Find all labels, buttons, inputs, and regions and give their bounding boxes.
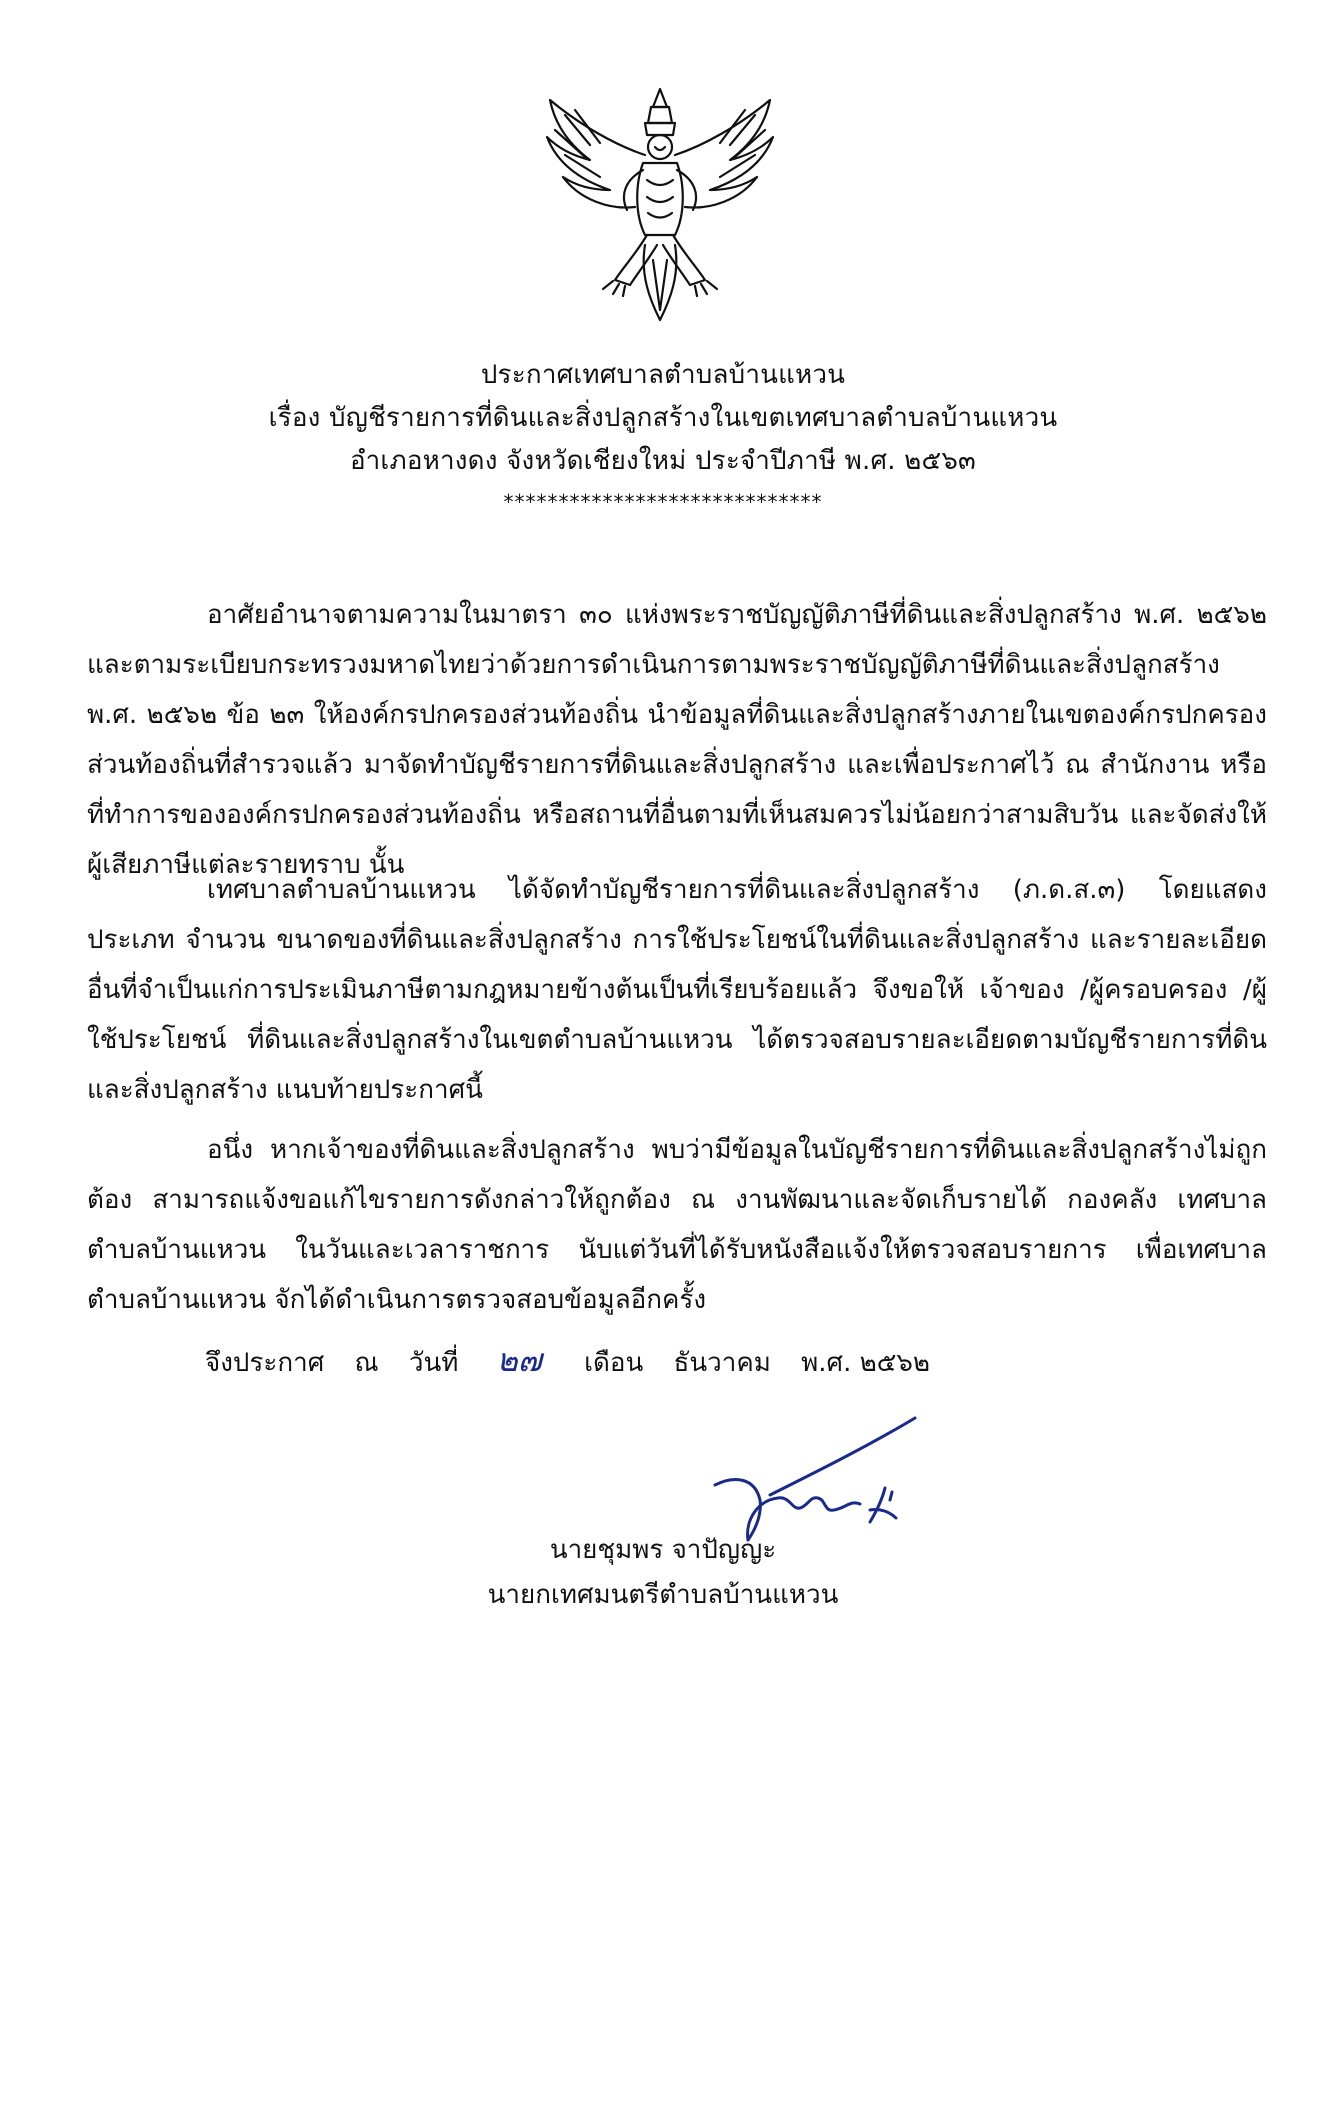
body-paragraph-1: อาศัยอำนาจตามความในมาตรา ๓๐ แห่งพระราชบัญญัติภาษีที่ดินและสิ่งปลูกสร้าง พ.ศ. ๒๕๖๒ และตามระเบียบกระทรวงมหาดไทยว่าด้วยการดำเนินการตามพระราชบัญญัติภาษีที่ดินและสิ่งปลูกสร้าง พ.ศ. ๒๕๖๒ ข้อ ๒๓ ให้องค์กรปกครองส่วนท้องถิ่น นำข้อมูลที่ดินและสิ่งปลูกสร้างภายในเขตองค์กรปกครองส่วนท้องถิ่นที่สำรวจแล้ว มาจัดทำบัญชีรายการที่ดินและสิ่งปลูกสร้าง และเพื่อประกาศไว้ ณ สำนักงาน หรือที่ทำการขององค์กรปกครองส่วนท้องถิ่น หรือสถานที่อื่นตามที่เห็นสมควรไม่น้อยกว่าสามสิบวัน และจัดส่งให้ผู้เสียภาษีแต่ละรายทราบ นั้น xyxy=(87,600,1267,880)
year-value: พ.ศ. ๒๕๖๒ xyxy=(801,1348,931,1378)
date-label: วันที่ xyxy=(408,1348,459,1378)
announcement-location-year: อำเภอหางดง จังหวัดเชียงใหม่ ประจำปีภาษี พ.ศ. ๒๕๖๓ xyxy=(349,446,977,476)
month-value: ธันวาคม xyxy=(673,1348,771,1378)
garuda-emblem-icon xyxy=(535,85,785,325)
signatory-name: นายชุมพร จาปัญญะ xyxy=(549,1535,777,1565)
announcement-date-line xyxy=(205,1340,952,1383)
signatory-title: นายกเทศมนตรีตำบลบ้านแหวน xyxy=(487,1580,839,1610)
announcement-title: ประกาศเทศบาลตำบลบ้านแหวน xyxy=(480,360,846,390)
announcement-subject: เรื่อง บัญชีรายการที่ดินและสิ่งปลูกสร้างในเขตเทศบาลตำบลบ้านแหวน xyxy=(268,403,1058,433)
announce-label: จึงประกาศ xyxy=(205,1348,325,1378)
separator-line: ***************************** xyxy=(503,490,823,514)
body-paragraph-2: เทศบาลตำบลบ้านแหวน ได้จัดทำบัญชีรายการที่ดินและสิ่งปลูกสร้าง (ภ.ด.ส.๓) โดยแสดงประเภท จำนวน ขนาดของที่ดินและสิ่งปลูกสร้าง การใช้ประโยชน์ในที่ดินและสิ่งปลูกสร้าง และรายละเอียดอื่นที่จำเป็นแก่การประเมินภาษีตามกฎหมายข้างต้นเป็นที่เรียบร้อยแล้ว จึงขอให้ เจ้าของ /ผู้ครอบครอง /ผู้ใช้ประโยชน์ ที่ดินและสิ่งปลูกสร้างในเขตตำบลบ้านแหวน ได้ตรวจสอบรายละเอียดตามบัญชีรายการที่ดินและสิ่งปลูกสร้าง แนบท้ายประกาศนี้ xyxy=(87,875,1267,1105)
handwritten-day: ๒๗ xyxy=(496,1341,542,1379)
body-paragraph-3: อนึ่ง หากเจ้าของที่ดินและสิ่งปลูกสร้าง พบว่ามีข้อมูลในบัญชีรายการที่ดินและสิ่งปลูกสร้างไม่ถูกต้อง สามารถแจ้งขอแก้ไขรายการดังกล่าวให้ถูกต้อง ณ งานพัฒนาและจัดเก็บรายได้ กองคลัง เทศบาลตำบลบ้านแหวน ในวันและเวลาราชการ นับแต่วันที่ได้รับหนังสือแจ้งให้ตรวจสอบรายการ เพื่อเทศบาลตำบลบ้านแหวน จักได้ดำเนินการตรวจสอบข้อมูลอีกครั้ง xyxy=(87,1135,1267,1315)
at-label: ณ xyxy=(354,1348,379,1378)
month-label: เดือน xyxy=(584,1348,644,1378)
handwritten-signature-icon xyxy=(700,1400,950,1550)
